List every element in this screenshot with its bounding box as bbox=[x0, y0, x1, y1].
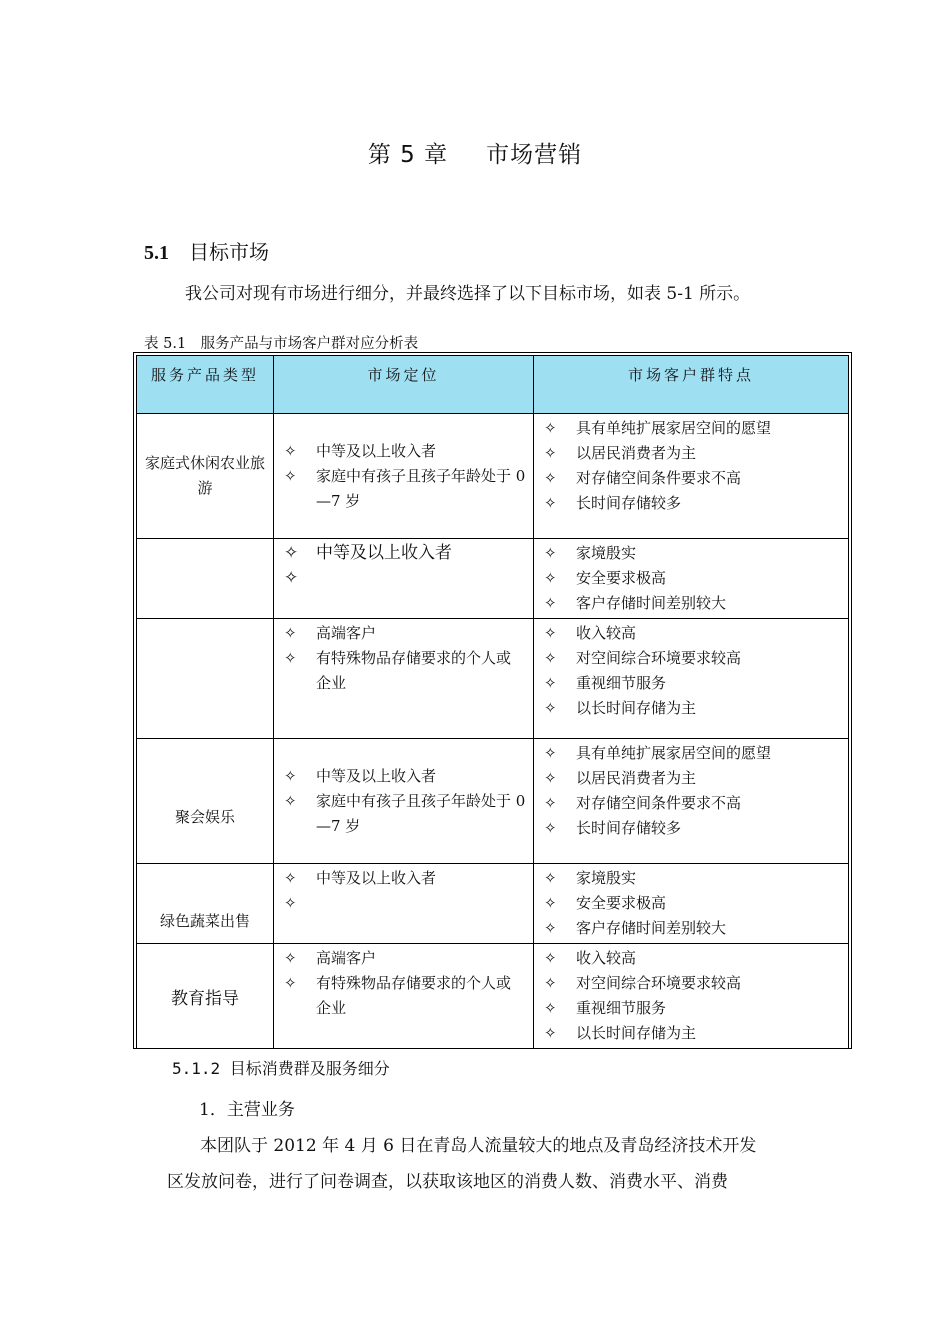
positioning-cell: ✧ 中等及以上收入者 ✧ 家庭中有孩子且孩子年龄处于 0—7 岁 bbox=[274, 739, 534, 864]
body-paragraph-line: 本团队于 2012 年 4 月 6 日在青岛人流量较大的地点及青岛经济技术开发 bbox=[200, 1136, 757, 1156]
product-type-cell: 教育指导 bbox=[137, 944, 274, 1049]
features-cell: ✧ 家境殷实 ✧ 安全要求极高 ✧ 客户存储时间差别较大 bbox=[534, 539, 849, 619]
product-type-cell bbox=[137, 539, 274, 619]
table-row bbox=[137, 539, 849, 619]
section-title: 目标市场 bbox=[189, 240, 269, 264]
table-row bbox=[137, 619, 849, 739]
positioning-cell: ✧ 高端客户 ✧ 有特殊物品存储要求的个人或 企业 bbox=[274, 944, 534, 1049]
chapter-name: 市场营销 bbox=[486, 142, 583, 168]
table-row bbox=[137, 739, 849, 864]
chapter-title bbox=[0, 136, 950, 169]
header-product-type: 服务产品类型 bbox=[137, 356, 274, 414]
positioning-cell: ✧ 中等及以上收入者 ✧ bbox=[274, 864, 534, 944]
table-header-row bbox=[137, 356, 849, 414]
positioning-cell: ✧ 中等及以上收入者 ✧ 家庭中有孩子且孩子年龄处于 0—7 岁 bbox=[274, 414, 534, 539]
header-customer-features: 市场客户群特点 bbox=[534, 356, 849, 414]
features-cell: ✧ 具有单纯扩展家居空间的愿望 ✧ 以居民消费者为主 ✧ 对存储空间条件要求不高 ✧ 长时间存储较多 bbox=[534, 414, 849, 539]
subsection-heading: 5.1.2 目标消费群及服务细分 bbox=[172, 1059, 390, 1078]
product-type-cell bbox=[137, 619, 274, 739]
product-type-cell: 绿色蔬菜出售 bbox=[137, 864, 274, 944]
table-caption: 表 5.1 服务产品与市场客户群对应分析表 bbox=[144, 336, 419, 352]
features-cell: ✧ 收入较高 ✧ 对空间综合环境要求较高 ✧ 重视细节服务 ✧ 以长时间存储为主 bbox=[534, 619, 849, 739]
features-cell: ✧ 具有单纯扩展家居空间的愿望 ✧ 以居民消费者为主 ✧ 对存储空间条件要求不高 ✧ 长时间存储较多 bbox=[534, 739, 849, 864]
intro-paragraph: 我公司对现有市场进行细分，并最终选择了以下目标市场，如表 5-1 所示。 bbox=[185, 284, 751, 304]
subheading-main-business: 1．主营业务 bbox=[199, 1100, 295, 1120]
positioning-cell: ✧ 高端客户 ✧ 有特殊物品存储要求的个人或 企业 bbox=[274, 619, 534, 739]
section-heading bbox=[144, 236, 269, 265]
table-row bbox=[137, 414, 849, 539]
table-row bbox=[137, 944, 849, 1049]
body-paragraph-line: 区发放问卷，进行了问卷调查，以获取该地区的消费人数、消费水平、消费 bbox=[167, 1172, 728, 1192]
analysis-table-frame bbox=[133, 352, 852, 1049]
chapter-number: 第 5 章 bbox=[367, 142, 449, 168]
product-type-cell: 聚会娱乐 bbox=[137, 739, 274, 864]
features-cell: ✧ 收入较高 ✧ 对空间综合环境要求较高 ✧ 重视细节服务 ✧ 以长时间存储为主 bbox=[534, 944, 849, 1049]
product-type-cell: 家庭式休闲农业旅游 bbox=[137, 414, 274, 539]
section-number: 5.1 bbox=[144, 242, 169, 264]
analysis-table bbox=[136, 355, 849, 1049]
positioning-cell: ✧ 中等及以上收入者 ✧ bbox=[274, 539, 534, 619]
features-cell: ✧ 家境殷实 ✧ 安全要求极高 ✧ 客户存储时间差别较大 bbox=[534, 864, 849, 944]
table-row bbox=[137, 864, 849, 944]
header-positioning: 市场定位 bbox=[274, 356, 534, 414]
